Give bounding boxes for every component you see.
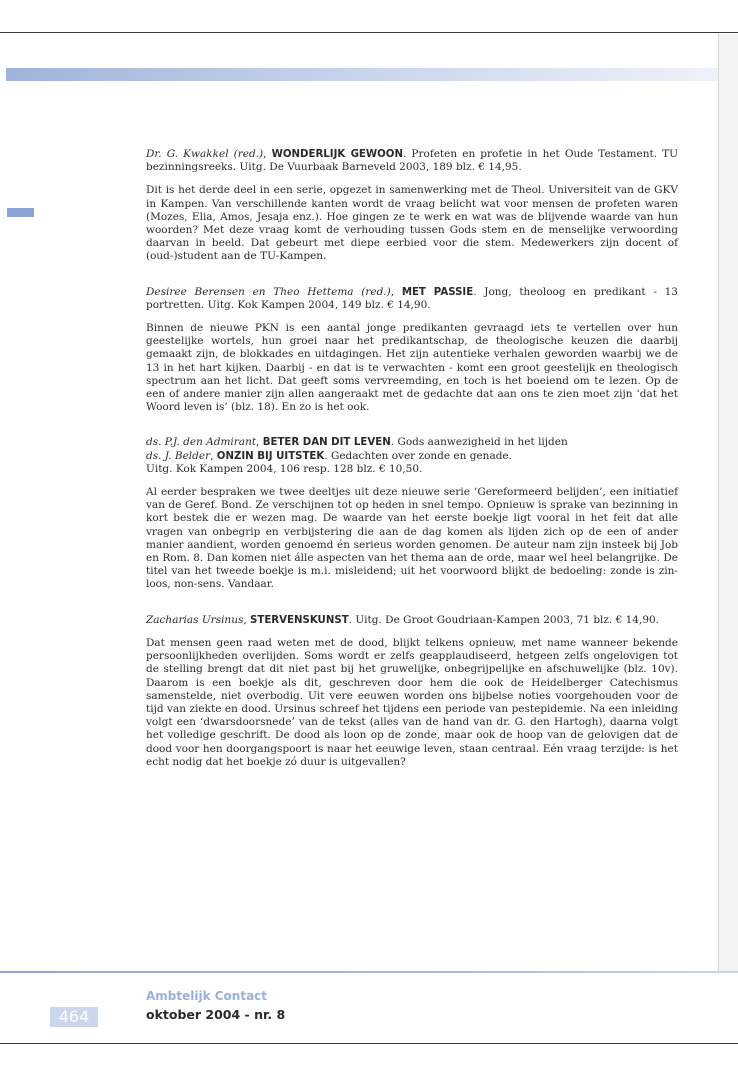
book-review-entry (146, 614, 678, 769)
bibliographic-line (146, 436, 678, 449)
review-column (146, 148, 678, 769)
publication-name: Ambtelijk Contact (146, 989, 268, 1003)
review-text: Al eerder bespraken we twee deeltjes uit deze nieuwe serie ‘Gereformeerd belijden’, een initiatief van de Geref. Bond. Ze verschijnen tot op heden in snel tempo. Opnieuw is sprake van bezinning in kort bestek die er wezen mag. De waarde van het eerste boekje ligt vooral in het feit dat alle vragen van onbegrip en verbijstering die aan de dag komen als lijden zich op de een of ander manier aandient, worden genoemd én serieus worden genomen. De auteur nam zijn insteek bij Job en Rom. 8. Dan komen niet álle aspecten van het thema aan de orde, maar wel heel belangrijke. De titel van het tweede boekje is m.i. misleidend; uit het voorwoord blijkt de bedoeling: zonde is zin-loos, non-sens. Vandaar. (146, 486, 678, 591)
publication-details: . Jong, theoloog en predikant - 13 portretten. Uitg. Kok Kampen 2004, 149 blz. € 14,90. (146, 285, 678, 311)
top-edge-rule (0, 32, 738, 33)
margin-tab-marker (7, 208, 34, 217)
separator: , (390, 285, 402, 298)
separator: , (210, 449, 217, 462)
issue-label: oktober 2004 - nr. 8 (146, 1007, 286, 1022)
review-text: Dat mensen geen raad weten met de dood, blijkt telkens opnieuw, met name wanneer bekende persoonlijkheden overlijden. Soms wordt er zelfs geapplaudiseerd, hetgeen zelfs ongelovigen tot de stelling brengt dat dit niet past bij het gruwelijke, onbegrijpelijke en afschuwelijke (blz. 10v). Daarom is een boekje als dit, geschreven door hem die ook de Heidelberger Catechismus samenstelde, niet overbodig. Uit vere eeuwen worden ons bijbelse noties voorgehouden voor de tijd van ziekte en dood. Ursinus schreef het tijdens een periode van pestepidemie. Na een inleiding volgt een ‘dwarsdoorsnede’ van de tekst (alles van de hand van dr. G. den Hartogh), daarna volgt het volledige geschrift. De dood als loon op de zonde, maar ook de hoop van de gelovigen dat de dood voor hen doorgangspoort is naar het eeuwige leven, staan centraal. Eén vraag terzijde: is het echt nodig dat het boekje zó duur is uitgevallen? (146, 636, 678, 768)
facing-page-edge (718, 34, 738, 1034)
bibliographic-line (146, 450, 678, 463)
publication-details: Uitg. Kok Kampen 2004, 106 resp. 128 blz. € 10,50. (146, 462, 423, 475)
separator: , (256, 436, 263, 449)
review-text: Binnen de nieuwe PKN is een aantal jonge predikanten gevraagd iets te vertellen over hun geestelijke wortels, hun groei naar het predikantschap, de theologische keuzen die daarbij gemaakt zijn, de blokkades en uitdagingen. Het zijn autentieke verhalen geworden waarbij we de 13 in het hart kijken. Daarbij - en dat is te verwachten - komt een groot geestelijk en theologisch spectrum aan het licht. Dat geeft soms vervreemding, en toch is het boeiend om te lezen. Op de een of andere manier zijn allen aangeraakt met de gedachte dat aan ons te zien moet zijn ‘dat het Woord leven is’ (blz. 18). En zo is het ook. (146, 322, 678, 414)
bottom-edge-rule (0, 1043, 738, 1044)
book-title: ONZIN BIJ UITSTEK (216, 450, 325, 462)
bibliographic-line (146, 463, 678, 476)
bibliographic-line (146, 148, 678, 174)
book-title: STERVENSKUNST (250, 614, 349, 626)
page-footer (0, 973, 738, 1043)
publication-details: . Profeten en profetie in het Oude Testament. TU bezinningsreeks. Uitg. De Vuurbaak Barneveld 2003, 189 blz. € 14,95. (146, 148, 678, 174)
author-name: Desiree Berensen en Theo Hettema (red.) (146, 285, 391, 298)
bibliographic-line (146, 614, 678, 627)
bibliographic-line (146, 286, 678, 312)
book-title: WONDERLIJK GEWOON (271, 149, 403, 160)
header-color-band (6, 68, 718, 81)
publication-details: . Gods aanwezigheid in het lijden (390, 436, 568, 449)
book-title: MET PASSIE (401, 286, 474, 298)
book-title: BETER DAN DIT LEVEN (262, 437, 391, 449)
book-review-entry (146, 148, 678, 264)
author-name: ds. J. Belder (146, 449, 211, 462)
separator: , (263, 148, 272, 160)
publication-details: . Gedachten over zonde en genade. (324, 449, 512, 462)
book-review-entry (146, 436, 678, 591)
author-name: Zacharias Ursinus (146, 613, 244, 626)
author-name: ds. P.J. den Admirant (146, 436, 257, 449)
book-review-entry (146, 286, 678, 415)
page-number: 464 (50, 1007, 98, 1027)
footer-rule (0, 971, 738, 973)
publication-details: . Uitg. De Groot Goudriaan-Kampen 2003, 71 blz. € 14,90. (348, 613, 660, 626)
author-name: Dr. G. Kwakkel (red.) (146, 148, 264, 160)
separator: , (243, 613, 251, 626)
review-text: Dit is het derde deel in een serie, opgezet in samenwerking met de Theol. Universiteit van de GKV in Kampen. Van verschillende kanten wordt de vraag belicht wat voor mensen de profeten waren (Mozes, Elia, Amos, Jesaja enz.). Hoe gingen ze te werk en wat was de blijvende waarde van hun woorden? Met deze vraag komt de verhouding tussen Gods stem en de menselijke verwoording daarvan in beeld. Dat gebeurt met diepe eerbied voor die stem. Medewerkers zijn docent of (oud-)student aan de TU-Kampen. (146, 184, 678, 263)
